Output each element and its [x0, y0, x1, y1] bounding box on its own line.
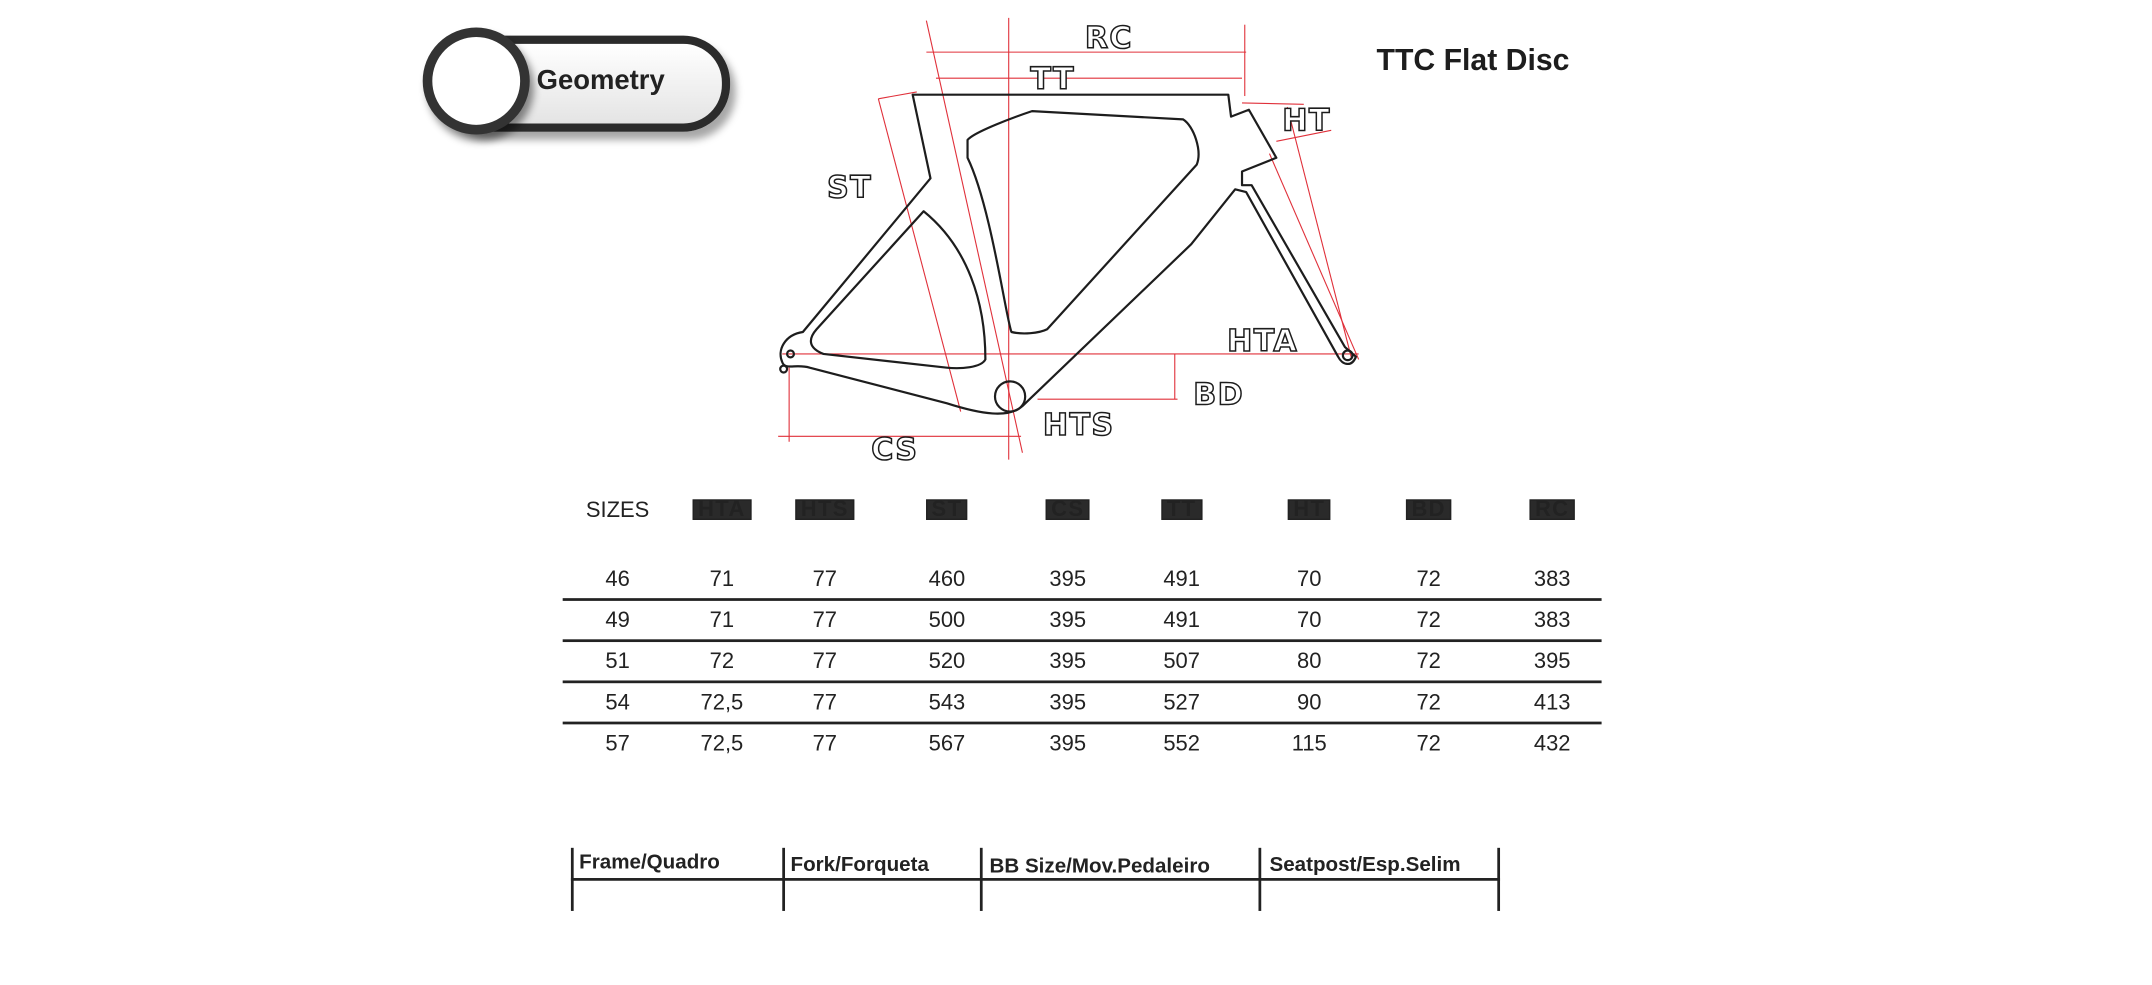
- cell-st: 567: [928, 732, 966, 756]
- cell-hts: 77: [812, 691, 838, 715]
- cell-size: 49: [605, 609, 630, 633]
- table-row: [563, 724, 1602, 762]
- table-row: [563, 683, 1602, 721]
- table-row: [563, 601, 1602, 639]
- label-st: ST: [826, 170, 873, 206]
- cell-ht: 115: [1291, 732, 1327, 756]
- cell-bd: 72: [1416, 609, 1441, 633]
- cell-hta: 71: [709, 609, 735, 633]
- label-rc: RC: [1084, 21, 1133, 57]
- cell-st: 520: [928, 650, 966, 674]
- cell-st: 500: [928, 609, 966, 633]
- model-title: TTC Flat Disc: [1376, 42, 1570, 77]
- cell-cs: 395: [1049, 609, 1087, 633]
- cell-tt: 507: [1163, 650, 1200, 674]
- cell-bd: 72: [1416, 691, 1441, 715]
- geometry-badge-ring: [423, 27, 530, 134]
- table-row: [563, 642, 1602, 680]
- frame-outline: [780, 95, 1356, 414]
- specs-table: [571, 848, 1500, 911]
- label-cs: CS: [871, 432, 919, 468]
- measurement-guides: [778, 18, 1359, 460]
- cell-ht: 70: [1297, 609, 1322, 633]
- cell-size: 54: [605, 691, 630, 715]
- specs-header-bb-size: BB Size/Mov.Pedaleiro: [989, 854, 1210, 879]
- cell-rc: 413: [1533, 691, 1571, 715]
- cell-tt: 491: [1163, 609, 1200, 633]
- cell-size: 46: [605, 567, 630, 592]
- cell-bd: 72: [1416, 650, 1441, 674]
- specs-header-fork: Fork/Forqueta: [790, 853, 929, 877]
- cell-rc: 432: [1533, 732, 1571, 756]
- header-tt: TT: [1161, 499, 1202, 520]
- cell-tt: 491: [1163, 567, 1200, 592]
- header-bd: BD: [1406, 499, 1451, 520]
- cell-cs: 395: [1049, 567, 1087, 592]
- label-ht: HT: [1282, 103, 1331, 139]
- cell-size: 51: [605, 650, 630, 674]
- label-hta: HTA: [1227, 324, 1299, 360]
- cell-bd: 72: [1416, 732, 1441, 756]
- geometry-badge-label: Geometry: [536, 65, 665, 97]
- cell-hta: 72: [709, 650, 735, 674]
- geometry-badge: [420, 25, 725, 140]
- header-hts: HTS: [795, 499, 854, 520]
- specs-header-seatpost: Seatpost/Esp.Selim: [1269, 853, 1461, 877]
- cell-rc: 383: [1533, 567, 1571, 592]
- table-header-row: [563, 488, 1602, 537]
- header-cs: CS: [1046, 499, 1090, 520]
- cell-size: 57: [605, 732, 630, 756]
- cell-hts: 77: [812, 732, 838, 756]
- header-hta: HTA: [693, 499, 752, 520]
- cell-ht: 90: [1297, 691, 1322, 715]
- cell-tt: 527: [1163, 691, 1200, 715]
- cell-cs: 395: [1049, 732, 1087, 756]
- cell-hta: 71: [709, 567, 735, 592]
- cell-ht: 80: [1297, 650, 1322, 674]
- cell-cs: 395: [1049, 650, 1087, 674]
- table-row: [563, 560, 1602, 598]
- cell-ht: 70: [1297, 567, 1322, 592]
- header-rc: RC: [1529, 499, 1574, 520]
- cell-bd: 72: [1416, 567, 1441, 592]
- cell-hts: 77: [812, 609, 838, 633]
- label-hts: HTS: [1042, 407, 1115, 443]
- header-st: ST: [926, 499, 968, 520]
- cell-rc: 395: [1533, 650, 1571, 674]
- cell-st: 543: [928, 691, 966, 715]
- cell-hta: 72,5: [700, 732, 744, 756]
- cell-hts: 77: [812, 567, 838, 592]
- label-bd: BD: [1193, 377, 1245, 413]
- specs-header-divider: [571, 878, 1500, 881]
- header-ht: HT: [1288, 499, 1331, 520]
- geometry-table: [563, 488, 1602, 762]
- cell-hta: 72,5: [700, 691, 744, 715]
- cell-cs: 395: [1049, 691, 1087, 715]
- cell-rc: 383: [1533, 609, 1571, 633]
- label-tt: TT: [1030, 62, 1075, 98]
- specs-header-frame: Frame/Quadro: [579, 850, 720, 874]
- cell-st: 460: [928, 567, 966, 592]
- header-sizes: SIZES: [585, 499, 650, 523]
- cell-hts: 77: [812, 650, 838, 674]
- cell-tt: 552: [1163, 732, 1200, 756]
